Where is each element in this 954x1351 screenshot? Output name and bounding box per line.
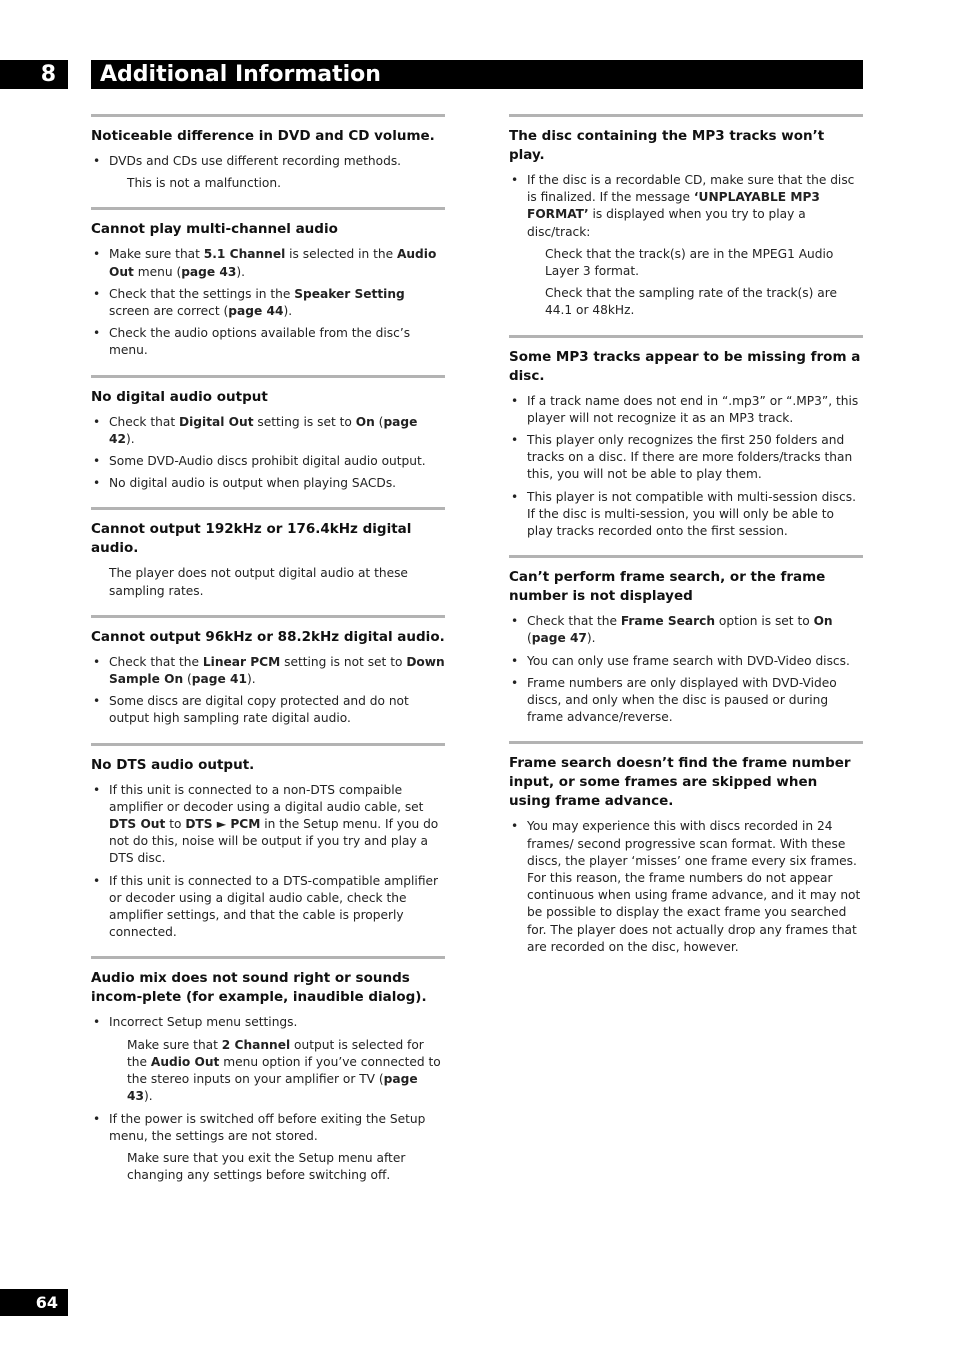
section-divider — [509, 335, 863, 338]
section-frame-search — [509, 568, 863, 741]
section-title: Frame search doesn’t find the frame number input, or some frames are skipped when using frame advance. — [509, 755, 851, 810]
list-item: • Check that the settings in the Speaker Setting screen are correct (page 44). — [91, 286, 445, 320]
section-title: Some MP3 tracks appear to be missing from a disc. — [509, 348, 861, 384]
section-mp3-wont-play — [509, 127, 863, 335]
section-divider — [91, 114, 445, 117]
section-title: Audio mix does not sound right or sounds incom-plete (for example, inaudible dialog). — [91, 970, 427, 1006]
section-title: Noticeable difference in DVD and CD volume. — [91, 128, 435, 144]
section-divider — [91, 207, 445, 210]
list-item: • Make sure that 5.1 Channel is selected in the Audio Out menu (page 43). — [91, 246, 445, 280]
section-title: The disc containing the MP3 tracks won’t play. — [509, 128, 825, 163]
list-item: • Some discs are digital copy protected and do not output high sampling rate digital audio. — [91, 693, 445, 727]
list-item: • No digital audio is output when playing SACDs. — [91, 475, 445, 492]
list-item: • If the power is switched off before exiting the Setup menu, the settings are not stored. — [91, 1111, 445, 1145]
list-item: • Check that the Frame Search option is set to On (page 47). — [509, 613, 863, 647]
section-title: Can’t perform frame search, or the frame number is not displayed — [509, 569, 826, 605]
section-title: Cannot play multi-channel audio — [91, 221, 338, 238]
section-divider — [91, 615, 445, 618]
list-item: • You can only use frame search with DVD-Video discs. — [509, 653, 863, 670]
list-item: • This player only recognizes the first 250 folders and tracks on a disc. If there are more folders/tracks than this, you will not be able to play them. — [509, 432, 863, 484]
list-item: • If this unit is connected to a non-DTS compaible amplifier or decoder using a digital audio cable, set DTS Out to DTS ► PCM in the Setup menu. If you do not do this, noise will be output if you try and play a DTS disc. — [91, 782, 445, 868]
section-divider — [509, 555, 863, 558]
list-item: • This player is not compatible with multi-session discs. If the disc is multi-session, you will only be able to play tracks recorded onto the first session. — [509, 489, 863, 541]
section-96khz — [91, 628, 445, 743]
chapter-number: 8 — [0, 60, 68, 89]
left-column — [91, 114, 445, 1189]
right-column — [509, 114, 863, 961]
list-item: • If a track name does not end in “.mp3” or “.MP3”, this player will not recognize it as an MP3 track. — [509, 393, 863, 427]
section-divider — [91, 956, 445, 959]
note-text: The player does not output digital audio at these sampling rates. — [109, 566, 408, 598]
section-divider — [91, 507, 445, 510]
list-item: • You may experience this with discs recorded in 24 frames/ second progressive scan format. With these discs, the player ‘misses’ one frame every six frames. For this reason, the frame numbers do not appear continuous when using frame advance, and it may not be possible to display the exact frame you searched for. The player does not actually drop any frames that are recorded on the disc, however. — [509, 818, 863, 956]
page-number: 64 — [0, 1289, 68, 1316]
section-frame-skipped — [509, 754, 863, 956]
chapter-title: Additional Information — [91, 60, 863, 89]
section-mp3-missing — [509, 348, 863, 556]
section-audio-mix — [91, 969, 445, 1184]
section-dvd-cd-volume — [91, 127, 445, 207]
note-text: Make sure that you exit the Setup menu after changing any settings before switching off. — [127, 1150, 406, 1183]
section-no-digital-audio — [91, 388, 445, 508]
list-item: • Check that Digital Out setting is set to On (page 42). — [91, 414, 445, 448]
section-multichannel — [91, 220, 445, 374]
list-item: • Incorrect Setup menu settings. — [91, 1014, 445, 1031]
section-title: Cannot output 192kHz or 176.4kHz digital audio. — [91, 521, 412, 557]
section-divider — [509, 114, 863, 117]
section-192khz — [91, 520, 445, 614]
section-divider — [91, 375, 445, 378]
section-title: No DTS audio output. — [91, 756, 255, 773]
section-title: No digital audio output — [91, 388, 268, 405]
list-item: • If this unit is connected to a DTS-compatible amplifier or decoder using a digital audio cable, check the amplifier settings, and that the cable is properly connected. — [91, 873, 445, 942]
section-title: Cannot output 96kHz or 88.2kHz digital audio. — [91, 628, 445, 645]
note-text: Check that the sampling rate of the track(s) are 44.1 or 48kHz. — [545, 286, 837, 318]
list-item: • Frame numbers are only displayed with DVD-Video discs, and only when the disc is paused or during frame advance/reverse. — [509, 675, 863, 727]
section-divider — [509, 741, 863, 744]
note-text: Check that the track(s) are in the MPEG1 Audio Layer 3 format. — [545, 246, 834, 279]
list-item: • Some DVD-Audio discs prohibit digital audio output. — [91, 453, 445, 470]
list-item: • Check that the Linear PCM setting is not set to Down Sample On (page 41). — [91, 654, 445, 688]
list-item: • If the disc is a recordable CD, make sure that the disc is finalized. If the message ‘UNPLAYABLE MP3 FORMAT’ is displayed when you try to play a disc/track: — [509, 172, 863, 241]
list-item: • Check the audio options available from the disc’s menu. — [91, 325, 445, 359]
list-item: • DVDs and CDs use different recording methods. — [91, 153, 445, 170]
note-text: This is not a malfunction. — [127, 176, 281, 191]
section-no-dts — [91, 756, 445, 957]
section-divider — [91, 743, 445, 746]
note-text: Make sure that 2 Channel output is selected for the Audio Out menu option if you’ve connected to the stereo inputs on your amplifier or TV (page 43). — [127, 1037, 441, 1104]
